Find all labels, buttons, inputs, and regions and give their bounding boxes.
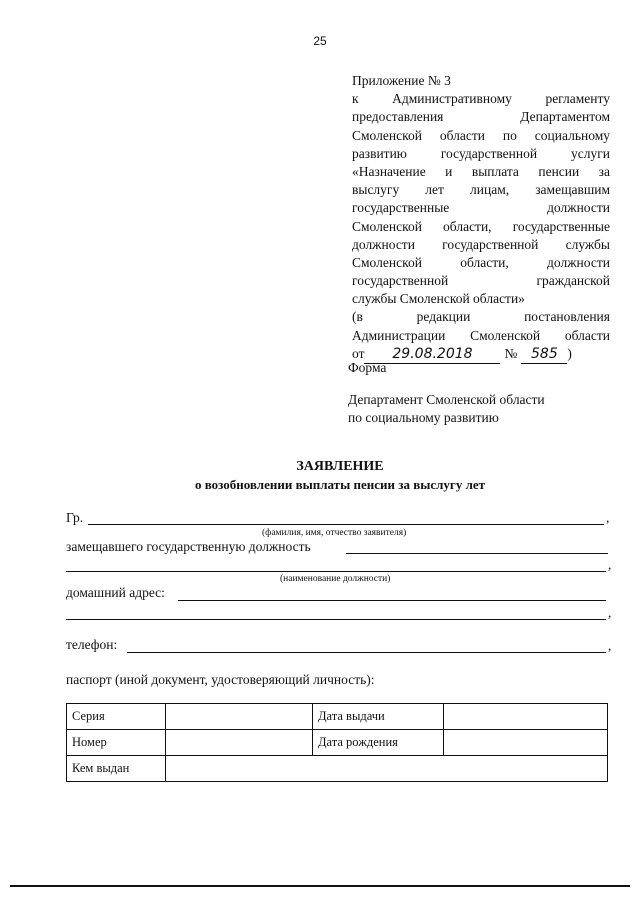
form-label: Форма [348,360,387,375]
appendix-line: государственные должности [352,200,610,216]
issued-by-input[interactable] [166,756,608,782]
appendix-line: выслугу лет лицам, замещавшим [352,182,610,198]
appendix-line: к Административному регламенту [352,91,610,107]
table-row [67,730,608,756]
passport-table [66,703,608,782]
issue-date-input[interactable] [444,704,608,730]
page-number: 25 [313,34,327,48]
number-prefix: № [504,345,518,361]
address-label: домашний адрес: [66,585,165,600]
document-title: ЗАЯВЛЕНИЕ [296,459,384,474]
appendix-line: должности государственной службы [352,236,610,252]
appendix-line: (в редакции постановления [352,309,610,325]
department-block [348,391,545,427]
phone-field[interactable] [127,652,606,653]
position-field-cont[interactable] [66,571,606,572]
birth-date-label: Дата рождения [313,730,444,756]
appendix-line: Смоленской области, должности [352,254,610,270]
address-field-cont[interactable] [66,619,606,620]
appendix-block [352,72,610,363]
table-row [67,756,608,782]
appendix-line: «Назначение и выплата пенсии за [352,163,610,179]
comma: , [608,638,612,653]
series-label: Серия [67,704,166,730]
appendix-line: Приложение № 3 [352,73,451,88]
position-hint: (наименование должности) [280,574,391,584]
closing-paren: ) [567,345,572,361]
table-row [67,704,608,730]
issue-date-label: Дата выдачи [313,704,444,730]
appendix-line: Администрации Смоленской области [352,327,610,343]
issued-by-label: Кем выдан [67,756,166,782]
passport-label: паспорт (иной документ, удостоверяющий личность): [66,672,375,687]
bottom-divider [10,885,630,887]
fullname-field[interactable] [88,524,604,525]
gr-label: Гр. [66,510,84,525]
document-subtitle: о возобновлении выплаты пенсии за выслугу лет [194,477,486,492]
position-label: замещавшего государственную должность [66,539,311,554]
position-field[interactable] [346,553,608,554]
comma: , [606,510,610,525]
fullname-hint: (фамилия, имя, отчество заявителя) [262,528,407,538]
number-input[interactable] [166,730,313,756]
appendix-line: государственной гражданской [352,273,610,289]
number-label: Номер [67,730,166,756]
series-input[interactable] [166,704,313,730]
resolution-date: 29.08.2018 [364,345,500,364]
appendix-line: Смоленской области по социальному [352,127,610,143]
resolution-number: 585 [521,345,567,364]
comma: , [608,557,612,572]
appendix-line: службы Смоленской области» [352,291,525,307]
appendix-line: предоставления Департаментом [352,109,610,125]
date-prefix: от [352,345,365,361]
appendix-line: Смоленской области, государственные [352,218,610,234]
comma: , [608,605,612,620]
phone-label: телефон: [66,637,118,652]
department-line-2: по социальному развитию [348,410,499,425]
address-field[interactable] [178,600,606,601]
birth-date-input[interactable] [444,730,608,756]
department-line-1: Департамент Смоленской области [348,392,545,407]
resolution-date-line [352,345,610,363]
appendix-line: развитию государственной услуги [352,145,610,161]
